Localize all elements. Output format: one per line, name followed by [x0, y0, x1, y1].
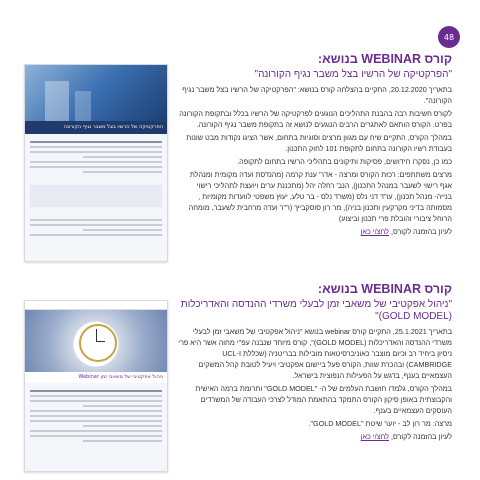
- invitation-link[interactable]: לחצ/י כאן: [360, 432, 389, 441]
- article-paragraph: מרצים משתתפים: רכזת הקורס ומרצה - אדר' ענת קרמה (מהנדסת ועדה מקומית ומנהלת אגף רישוי לשעבר במנהל התכנון), הנב' רחלה יהל (מתכננת ערים ויועצת לתהליכי רישוי בנייה- מנהל תכנון), עו"ד דני נלס (משרד נלס - בר טלע, יעוץ משפטי לוועדות מקומיות , מסמותה בדיני מקרקעין ותכנון בניה), מר רון סוסקביץ' (ר"ר ועדה מרחבית לשעבר, מומחה הרוחל ציבורי והובלת פרי תכנון וביצוע): [188, 170, 452, 223]
- article-paragraph: במהלך הקורס, התקיים שיח עם מגוון מרצים וסוגיות בתחום, אשר הציגו נקודות מבט שונות בעבודת רשיו הקורונה בתחום לתקופת 101 לחוק התכנון.: [186, 133, 452, 153]
- webinar-invitation-thumbnail-1[interactable]: [24, 64, 168, 262]
- article-paragraph: כמו כן, נסקרו חידושים, פסיקות ותיקונים בתהליכי הרשיו בתחום לתקופה.: [237, 157, 452, 166]
- thumbnail-banner: הפרקטיקה של הרשיו בצל משבר נגיף הקורונה: [25, 121, 167, 134]
- more-info-prefix: לעיון בהזמנה לקורס,: [390, 227, 452, 236]
- article-paragraph: בתאריך 25.1.2021, התקיים קורס webinar בנושא "ניהול אפקטיבי של משאבי זמן לבעלי משרדי ההנדסה והאדריכלות (GOLD MODEL)", קורס מיוחד שנבנה עפ"י מחוה אשר היא פרי ניסיון ביחיד רב וכיום מוצבר כאוניברסיטאות מובילות בבריטניה (שכללת UCL-I CAMBRIDGE) ובהכרת שוות, הקורס פעל ביישום אפקטיבי ויעיל לטובת קהל המשקים העצמאיים בענף, בדגש על הפעילות הנפוצית בישראל.: [178, 327, 452, 380]
- more-info-prefix: לעיון בהזמנה לקורס,: [390, 432, 452, 441]
- thumbnail-logos: [25, 301, 167, 310]
- thumbnail-info-box: [30, 185, 162, 207]
- clock-image: [25, 310, 167, 372]
- thumbnail-text-block: [25, 134, 167, 180]
- article-webinar-time-management: [178, 282, 452, 444]
- article-title: קורס WEBINAR בנושא:: [317, 282, 452, 296]
- thumbnail-text-block: [25, 383, 167, 449]
- building-image: [25, 65, 167, 121]
- page-number-badge: 48: [438, 26, 460, 48]
- article-subtitle: "הפרקטיקה של הרשיו בצל משבר נגיף הקורונה": [254, 69, 452, 80]
- article-paragraph: לקורס חשיבות רבה בהבנת התהליכים הנוגעים לפרקטיקה של הרשיו בכלל ובתקופת הקורונה בפרט. הקורס הותאם לאתגרים הרבים הנוגעים לנושא זה בתקופת משבר נגיף הקורונה.: [179, 109, 452, 129]
- article-subtitle: "ניהול אפקטיבי של משאבי זמן לבעלי משרדי ההנדסה והאדריכלות (GOLD MODEL)": [180, 299, 452, 322]
- more-info-line: [178, 226, 452, 237]
- article-title: קורס WEBINAR בנושא:: [317, 52, 452, 66]
- article-webinar-licensing: [178, 52, 452, 239]
- article-paragraph: במהלך הקורס, גלמדו חושבת העלמים של ה- "GOLD MODEL" ותרומת ברמה האישית והקבוצתית באופן סיקון הקורס התמקד בהתאמת המודל לצרכי העבודה של המשרדים העוסקים העצמאיים בענף.: [195, 384, 452, 415]
- article-body: [178, 326, 452, 442]
- webinar-invitation-thumbnail-2[interactable]: [24, 300, 168, 472]
- article-paragraph: בתאריך 20.12.2020, התקיים בהצלחה קורס בנושא: "הפרקטיקה של הרשיו בצל משבר נגיף הקורונה".: [182, 85, 452, 105]
- article-paragraph: מרצה: מר רון לב - יוער שיטת "GOLD MODEL".: [308, 419, 452, 428]
- article-body: [178, 84, 452, 237]
- thumbnail-heading: ניהול אפקטיבי של משאבי זמן Webinar: [25, 372, 167, 383]
- more-info-line: [178, 431, 452, 442]
- invitation-link[interactable]: לחצ/י כאן: [360, 227, 389, 236]
